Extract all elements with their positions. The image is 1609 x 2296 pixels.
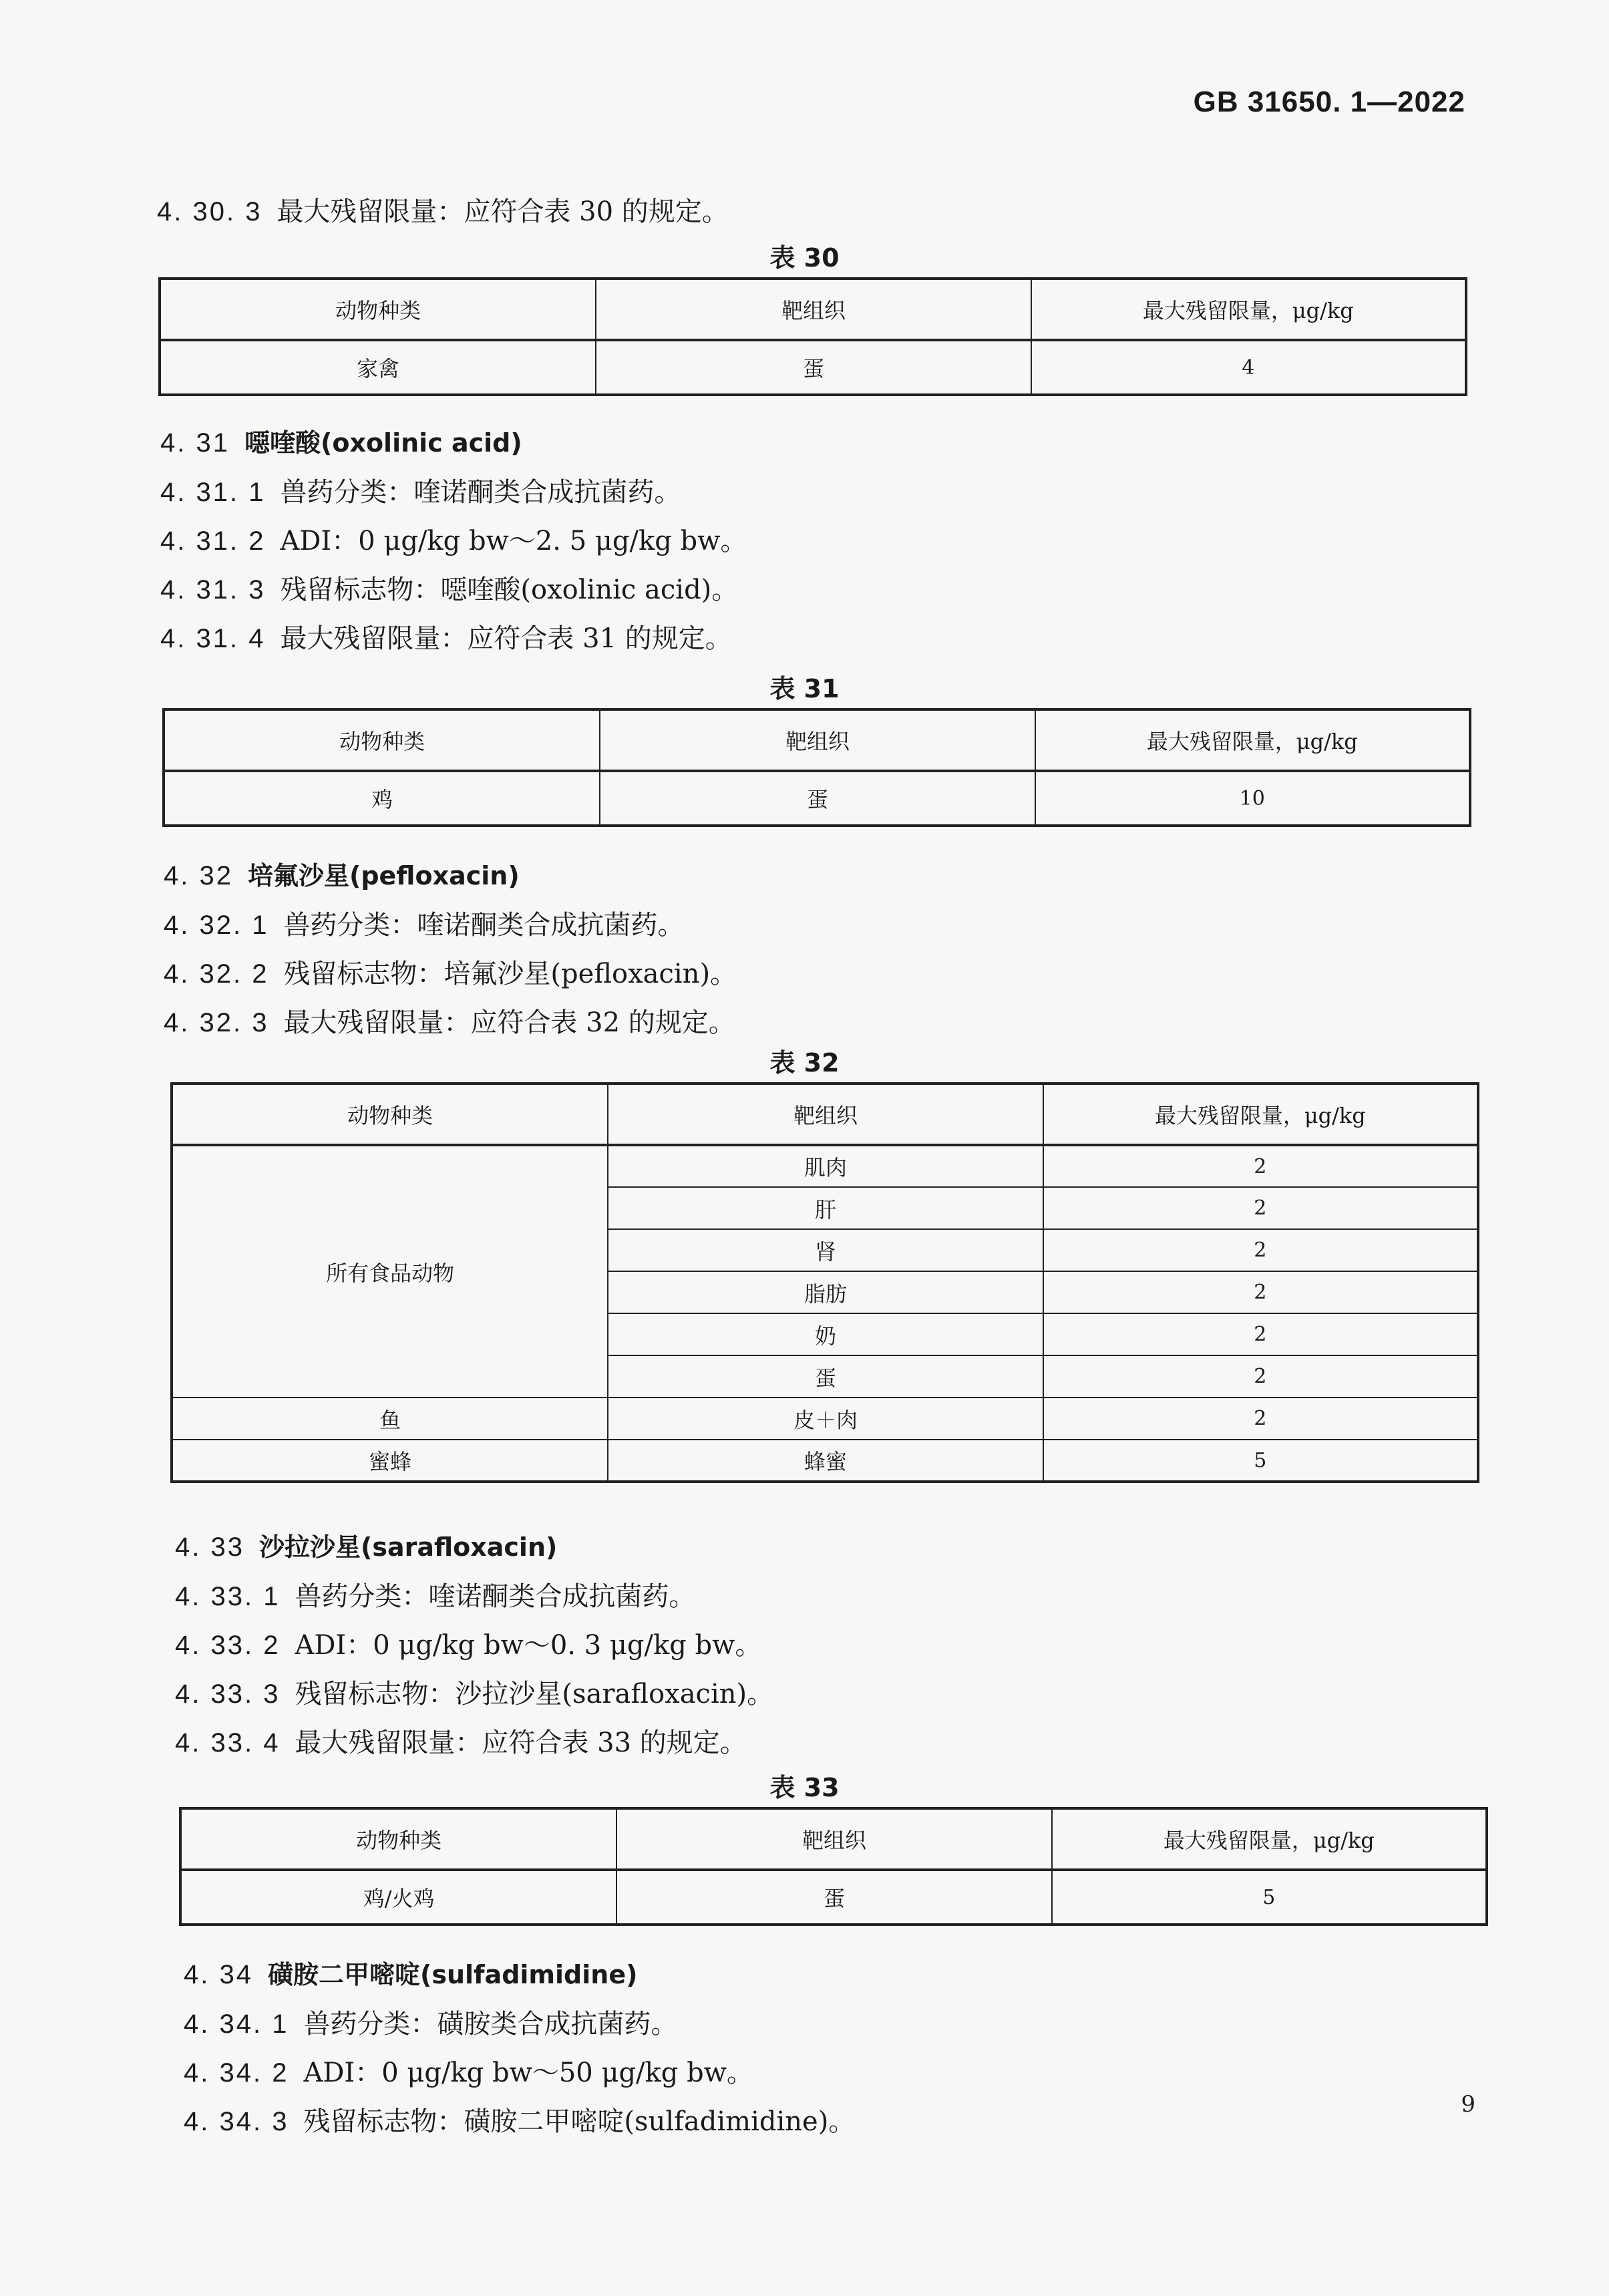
table-row [172,1440,1478,1482]
mrl-cell: 2 [1043,1355,1478,1398]
table-row [180,1870,1487,1925]
clause-4-32-3 [164,1001,735,1039]
clause-number: 4. 33. 1 [175,1582,281,1611]
clause-text: 残留标志物：培氟沙星(pefloxacin)。 [283,959,737,989]
mrl-cell: 5 [1043,1440,1478,1482]
header-cell: 动物种类 [180,1808,616,1870]
species-group-cell: 所有食品动物 [172,1145,608,1398]
clause-4-33-1 [175,1575,695,1613]
table-row [172,1398,1478,1440]
tissue-cell: 蜂蜜 [608,1440,1043,1482]
clause-text: 残留标志物：沙拉沙星(sarafloxacin)。 [295,1679,774,1709]
clause-number: 4. 34. 1 [184,2009,289,2039]
clause-text: 最大残留限量：应符合表 32 的规定。 [283,1007,735,1038]
section-title: 磺胺二甲嘧啶(sulfadimidine) [267,1960,638,1989]
tissue-cell: 肝 [608,1187,1043,1229]
clause-number: 4. 33. 3 [175,1679,281,1709]
table-32-caption: 表 32 [769,1048,840,1078]
species-cell: 鸡 [164,771,600,826]
clause-number: 4. 31. 3 [160,575,266,605]
header-cell: 靶组织 [596,279,1031,340]
table-32 [170,1082,1479,1483]
table-33-caption: 表 33 [769,1773,840,1802]
clause-4-34-3 [184,2100,855,2138]
clause-text: 兽药分类：喹诺酮类合成抗菌药。 [283,910,685,941]
clause-number: 4. 32. 1 [164,911,269,940]
mrl-cell: 4 [1031,340,1466,395]
section-title: 培氟沙星(pefloxacin) [247,861,520,890]
mrl-cell: 2 [1043,1313,1478,1355]
clause-text: 残留标志物：磺胺二甲嘧啶(sulfadimidine)。 [303,2106,856,2137]
table-row [160,340,1466,395]
clause-4-33-3 [175,1673,773,1711]
header-cell: 最大残留限量，μg/kg [1031,279,1466,340]
section-4-32-heading [164,855,520,892]
header-cell: 动物种类 [172,1084,608,1145]
tissue-cell: 肌肉 [608,1145,1043,1187]
tissue-cell: 奶 [608,1313,1043,1355]
clause-number: 4. 31. 2 [160,526,266,556]
clause-text: 最大残留限量：应符合表 30 的规定。 [277,196,729,227]
clause-number: 4. 33. 2 [175,1631,281,1660]
section-4-31-heading [160,422,522,459]
tissue-cell: 蛋 [600,771,1035,826]
clause-text: 兽药分类：磺胺类合成抗菌药。 [303,2009,678,2039]
clause-number: 4. 31. 1 [160,478,266,507]
clause-4-32-2 [164,953,737,991]
table-header-row [172,1084,1478,1145]
clause-4-34-2 [184,2052,753,2090]
section-4-34-heading [184,1954,637,1991]
section-number: 4. 34 [184,1960,253,1989]
clause-text: 兽药分类：喹诺酮类合成抗菌药。 [280,477,681,508]
table-33 [179,1807,1488,1926]
clause-number: 4. 34. 3 [184,2107,289,2136]
clause-text: 兽药分类：喹诺酮类合成抗菌药。 [295,1581,696,1612]
tissue-cell: 蛋 [596,340,1031,395]
clause-number: 4. 33. 4 [175,1728,281,1758]
section-title: 沙拉沙星(sarafloxacin) [258,1532,558,1562]
clause-4-31-3 [160,568,738,607]
page-number: 9 [1461,2091,1475,2118]
header-cell: 靶组织 [600,709,1035,771]
clause-text: ADI：0 μg/kg bw～0. 3 μg/kg bw。 [295,1630,762,1661]
header-cell: 靶组织 [616,1808,1051,1870]
mrl-cell: 10 [1035,771,1470,826]
mrl-cell: 2 [1043,1145,1478,1187]
section-number: 4. 32 [164,861,233,890]
clause-number: 4. 30. 3 [157,197,262,226]
table-header-row [180,1808,1487,1870]
clause-text: 最大残留限量：应符合表 31 的规定。 [280,623,732,654]
clause-number: 4. 31. 4 [160,624,266,653]
tissue-cell: 皮＋肉 [608,1398,1043,1440]
species-cell: 鱼 [172,1398,608,1440]
mrl-cell: 2 [1043,1187,1478,1229]
header-cell: 动物种类 [160,279,596,340]
header-cell: 动物种类 [164,709,600,771]
section-4-33-heading [175,1526,557,1563]
clause-4-31-2 [160,520,747,558]
clause-4-32-1 [164,904,684,942]
table-row [164,771,1470,826]
clause-number: 4. 32. 2 [164,959,269,989]
section-number: 4. 33 [175,1532,244,1562]
clause-4-33-4 [175,1721,747,1760]
table-row [172,1145,1478,1187]
clause-number: 4. 32. 3 [164,1008,269,1037]
clause-text: ADI：0 μg/kg bw～50 μg/kg bw。 [303,2058,753,2088]
clause-text: ADI：0 μg/kg bw～2. 5 μg/kg bw。 [280,526,747,556]
table-header-row [164,709,1470,771]
tissue-cell: 肾 [608,1229,1043,1271]
clause-text: 残留标志物：噁喹酸(oxolinic acid)。 [280,575,739,605]
clause-number: 4. 34. 2 [184,2058,289,2088]
document-code: GB 31650. 1—2022 [1193,86,1465,118]
header-cell: 最大残留限量，μg/kg [1052,1808,1487,1870]
mrl-cell: 2 [1043,1271,1478,1313]
header-cell: 靶组织 [608,1084,1043,1145]
tissue-cell: 蛋 [608,1355,1043,1398]
table-31 [162,708,1471,827]
clause-4-33-2 [175,1624,761,1662]
clause-4-31-1 [160,471,681,509]
header-cell: 最大残留限量，μg/kg [1035,709,1470,771]
species-cell: 家禽 [160,340,596,395]
clause-4-31-4 [160,617,732,655]
table-30 [158,277,1467,396]
header-cell: 最大残留限量，μg/kg [1043,1084,1478,1145]
section-number: 4. 31 [160,428,230,458]
clause-4-34-1 [184,2003,677,2041]
table-31-caption: 表 31 [769,674,840,703]
section-title: 噁喹酸(oxolinic acid) [244,428,522,458]
species-cell: 鸡/火鸡 [180,1870,616,1925]
mrl-cell: 2 [1043,1398,1478,1440]
mrl-cell: 2 [1043,1229,1478,1271]
tissue-cell: 蛋 [616,1870,1051,1925]
tissue-cell: 脂肪 [608,1271,1043,1313]
species-cell: 蜜蜂 [172,1440,608,1482]
clause-4-30-3 [157,190,729,228]
mrl-cell: 5 [1052,1870,1487,1925]
table-30-caption: 表 30 [769,243,840,273]
clause-text: 最大残留限量：应符合表 33 的规定。 [295,1728,747,1758]
table-header-row [160,279,1466,340]
